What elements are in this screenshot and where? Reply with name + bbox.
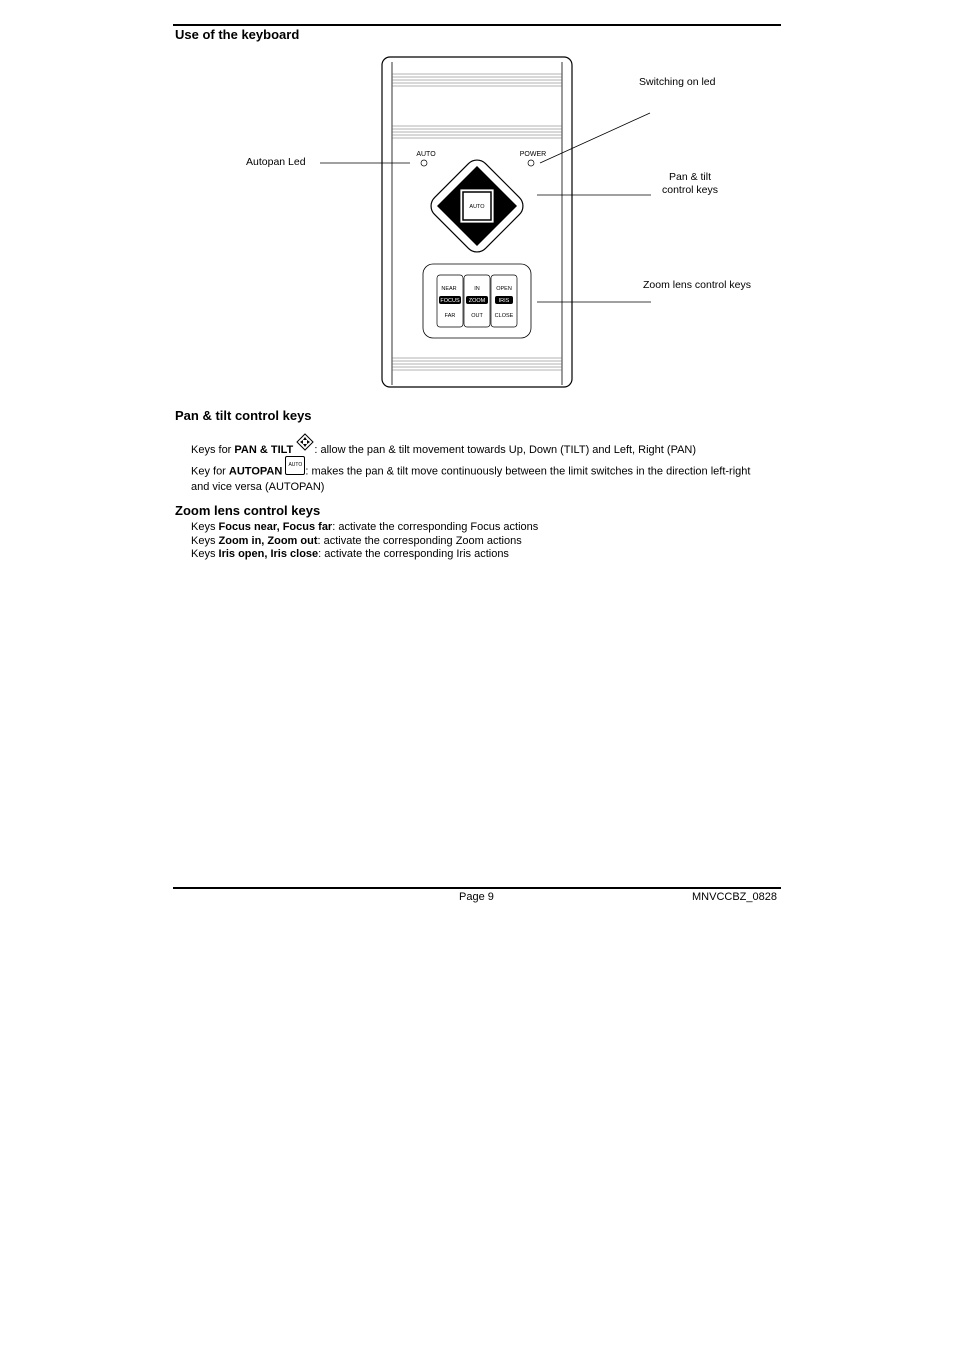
svg-text:OPEN: OPEN bbox=[496, 286, 512, 292]
auto-led-label: AUTO bbox=[416, 151, 436, 158]
power-led bbox=[528, 160, 534, 166]
autopan-key-label: AUTO bbox=[469, 204, 485, 210]
pan-tilt-label bbox=[650, 171, 730, 197]
pan-tilt-label-line1: Pan & tilt bbox=[668, 171, 712, 183]
svg-text:OUT: OUT bbox=[471, 313, 483, 319]
svg-text:IN: IN bbox=[474, 286, 480, 292]
page-number: Page 9 bbox=[459, 891, 494, 903]
zoom-lens-line-iris bbox=[191, 548, 509, 562]
svg-text:FOCUS: FOCUS bbox=[440, 298, 460, 304]
zoom-line-iris-bold: Iris open, Iris close bbox=[218, 548, 319, 560]
autopan-text-post-line2: and vice versa (AUTOPAN) bbox=[191, 481, 325, 493]
zoom-lens-heading: Zoom lens control keys bbox=[175, 503, 321, 518]
autopan-text-post: : makes the pan & tilt move continuously between the limit switches in the direction left-right bbox=[305, 465, 751, 478]
autopan-led-label: Autopan Led bbox=[246, 156, 306, 168]
pan-tilt-heading: Pan & tilt control keys bbox=[175, 408, 312, 423]
iris-key bbox=[491, 275, 517, 327]
zoom-line-iris-pre: Keys bbox=[191, 548, 219, 560]
svg-text:FAR: FAR bbox=[444, 313, 456, 319]
zoom-lens-line-focus bbox=[191, 521, 538, 535]
autopan-key-icon bbox=[285, 456, 305, 475]
switching-on-led-label: Switching on led bbox=[639, 76, 716, 88]
pan-tilt-text-post: : allow the pan & tilt movement towards Up, Down (TILT) and Left, Right (PAN) bbox=[314, 444, 697, 456]
svg-text:IRIS: IRIS bbox=[498, 298, 510, 304]
focus-key bbox=[437, 275, 463, 327]
keyboard-diagram bbox=[0, 0, 954, 400]
pan-tilt-text-pre: Keys for bbox=[191, 444, 235, 456]
pan-tilt-text-bold: PAN & TILT bbox=[234, 444, 294, 456]
zoom-line-zoom-bold: Zoom in, Zoom out bbox=[218, 535, 318, 547]
zoom-line-zoom-pre: Keys bbox=[191, 535, 219, 547]
svg-text:ZOOM: ZOOM bbox=[468, 298, 486, 304]
zoom-line-focus-pre: Keys bbox=[191, 521, 219, 533]
autopan-key-icon-text: AUTO bbox=[288, 462, 303, 468]
auto-led bbox=[421, 160, 427, 166]
pan-tilt-label-line2: control keys bbox=[661, 184, 719, 196]
footer-rule bbox=[173, 887, 781, 889]
zoom-line-iris-post: : activate the corresponding Iris actions bbox=[318, 548, 509, 560]
zoom-key bbox=[464, 275, 490, 327]
document-id: MNVCCBZ_0828 bbox=[692, 891, 777, 903]
page-title: Use of the keyboard bbox=[175, 27, 300, 42]
zoom-lens-line-zoom bbox=[191, 535, 522, 549]
pan-tilt-paragraph bbox=[191, 437, 696, 458]
autopan-text-pre: Key for bbox=[191, 465, 229, 478]
zoom-line-focus-post: : activate the corresponding Focus actions bbox=[332, 521, 539, 533]
power-led-label: POWER bbox=[519, 151, 547, 158]
pan-tilt-arrows-icon bbox=[296, 433, 314, 451]
zoom-line-zoom-post: : activate the corresponding Zoom actions bbox=[317, 535, 522, 547]
zoom-line-focus-bold: Focus near, Focus far bbox=[218, 521, 333, 533]
svg-text:NEAR: NEAR bbox=[441, 286, 457, 292]
svg-text:CLOSE: CLOSE bbox=[494, 313, 514, 319]
autopan-text-bold: AUTOPAN bbox=[228, 465, 283, 478]
autopan-paragraph bbox=[191, 462, 771, 495]
zoom-lens-label: Zoom lens control keys bbox=[643, 279, 751, 291]
